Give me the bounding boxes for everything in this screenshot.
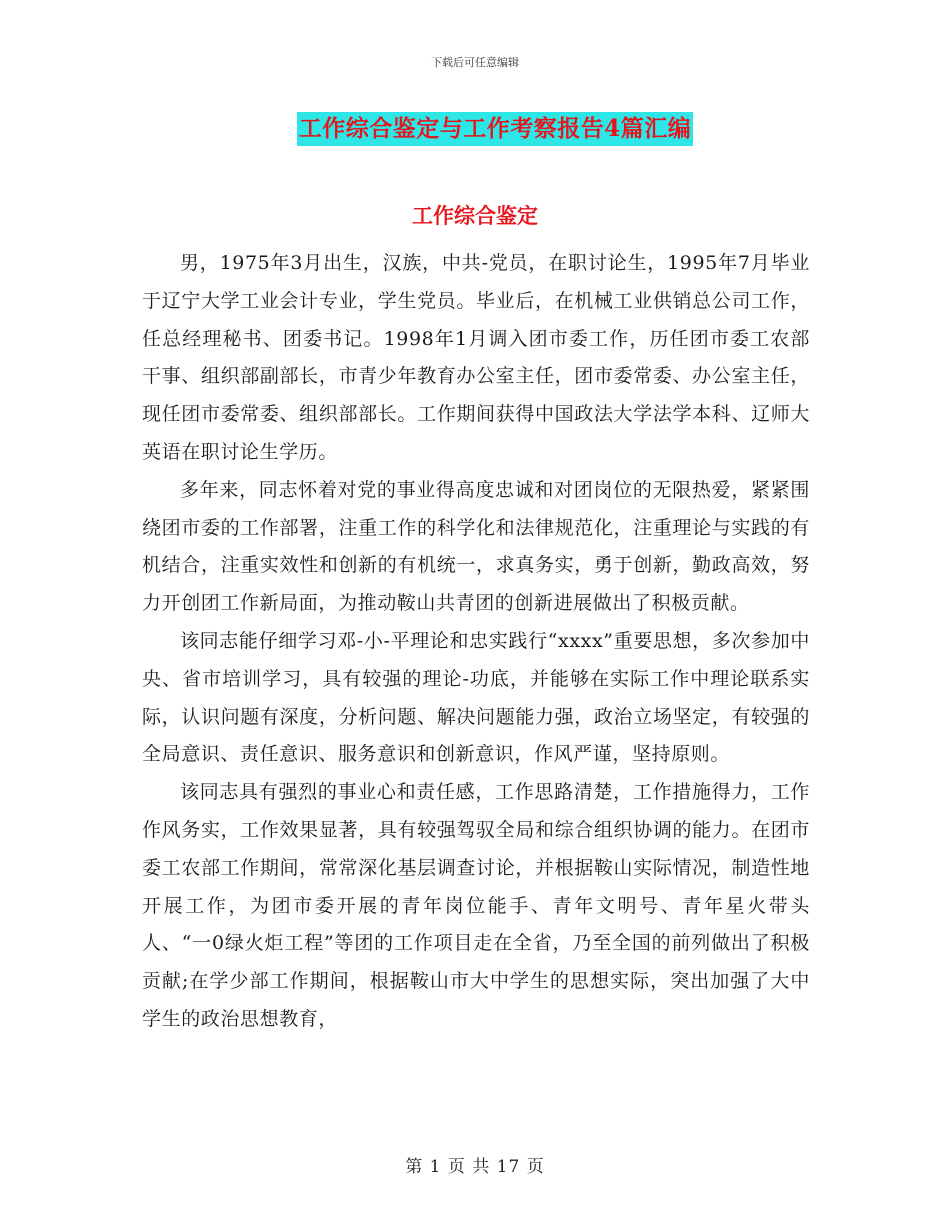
header-note: 下载后可任意编辑 [431,56,519,69]
section-title: 工作综合鉴定 [412,203,538,228]
document-title: 工作综合鉴定与工作考察报告4篇汇编 [297,112,694,146]
document-title-container [0,112,950,146]
paragraph-1: 男，1975年3月出生，汉族，中共-党员，在职讨论生，1995年7月毕业于辽宁大学工业会计专业，学生党员。毕业后，在机械工业供销总公司工作，任总经理秘书、团委书记。1998年1月调入团市委工作，历任团市委工农部干事、组织部副部长，市青少年教育办公室主任，团市委常委、办公室主任，现任团市委常委、组织部部长。工作期间获得中国政法大学法学本科、辽师大英语在职讨论生学历。 [142,252,810,463]
paragraph-2: 多年来，同志怀着对党的事业得高度忠诚和对团岗位的无限热爱，紧紧围绕团市委的工作部署，注重工作的科学化和法律规范化，注重理论与实践的有机结合，注重实效性和创新的有机统一，求真务实，勇于创新，勤政高效，努力开创团工作新局面，为推动鞍山共青团的创新进展做出了积极贡献。 [142,478,810,615]
paragraph-3: 该同志能仔细学习邓-小-平理论和忠实践行“xxxx”重要思想，多次参加中央、省市培训学习，具有较强的理论-功底，并能够在实际工作中理论联系实际，认识问题有深度，分析问题、解决问题能力强，政治立场坚定，有较强的全局意识、责任意识、服务意识和创新意识，作风严谨，坚持原则。 [142,629,810,766]
paragraph-4: 该同志具有强烈的事业心和责任感，工作思路清楚，工作措施得力，工作作风务实，工作效果显著，具有较强驾驭全局和综合组织协调的能力。在团市委工农部工作期间，常常深化基层调查讨论，并根据鞍山实际情况，制造性地开展工作，为团市委开展的青年岗位能手、青年文明号、青年星火带头人、“一0绿火炬工程”等团的工作项目走在全省，乃至全国的前列做出了积极贡献;在学少部工作期间，根据鞍山市大中学生的思想实际，突出加强了大中学生的政治思想教育， [142,781,810,1030]
page-number: 第 1 页 共 17 页 [405,1157,545,1177]
document-body [142,245,810,1039]
